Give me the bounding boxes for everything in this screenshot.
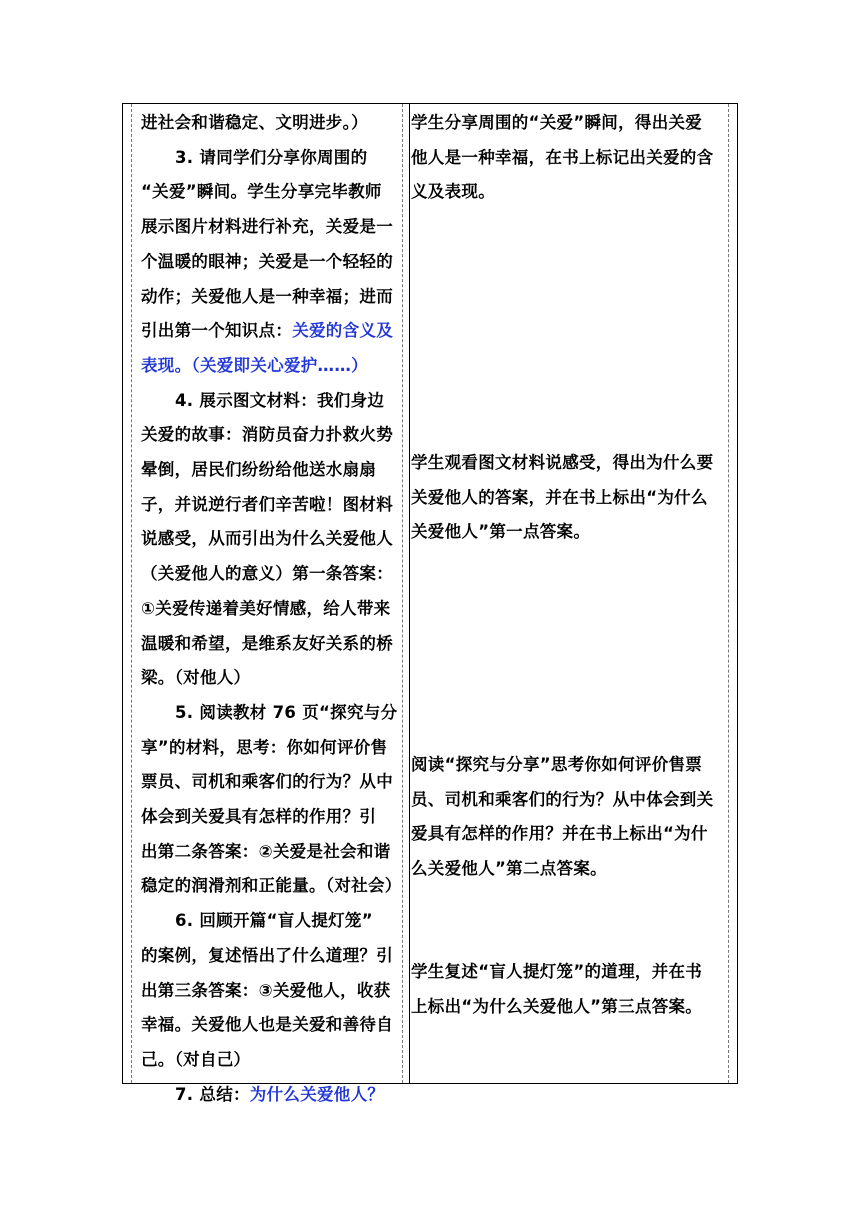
text-line: 学生观看图文材料说感受，得出为什么要 <box>411 453 714 472</box>
text-line: 爱具有怎样的作用？并在书上标出“为什 <box>411 824 708 844</box>
text-line: 动作；关爱他人是一种幸福；进而 <box>141 286 393 306</box>
text-line: 他人是一种幸福，在书上标记出关爱的含 <box>411 147 714 167</box>
text-line: 幸福。关爱他人也是关爱和善待自 <box>141 1015 393 1035</box>
text-line: 进社会和谐稳定、文明进步。） <box>141 113 368 132</box>
text-line: ①关爱传递着美好情感，给人带来 <box>141 598 391 618</box>
text-line: 阅读“探究与分享”思考你如何评价售票 <box>411 755 703 774</box>
table-dashed-border-right <box>728 104 729 1083</box>
student-activity-block-3 <box>411 748 725 887</box>
text-line: 己。（对自己） <box>141 1049 251 1069</box>
text-line: 的案例，复述悟出了什么道理？引 <box>141 945 393 965</box>
table-column-divider <box>409 104 410 1083</box>
text-line: 子，并说逆行者们辛苦啦！图材料 <box>141 494 393 514</box>
text-line: 员、司机和乘客们的行为？从中体会到关 <box>411 789 714 809</box>
text-line: 出第三条答案：③关爱他人，收获 <box>141 980 391 1000</box>
text-line: 么关爱他人”第二点答案。 <box>411 859 607 879</box>
summary-question-highlight: 为什么关爱他人？ <box>249 1084 385 1104</box>
text-line: 上标出“为什么关爱他人”第三点答案。 <box>411 996 703 1016</box>
step-4-heading: 4. 展示图文材料：我们身边 <box>175 390 385 410</box>
text-line: 享”的材料，思考：你如何评价售 <box>141 737 388 757</box>
text-line: 票员、司机和乘客们的行为？从中 <box>141 772 393 792</box>
text-line: 展示图片材料进行补充，关爱是一 <box>141 217 393 237</box>
text-line: 梁。（对他人） <box>141 668 251 688</box>
table-dashed-border-left <box>131 104 132 1083</box>
text-line: 关爱他人的答案，并在书上标出“为什么 <box>411 487 708 507</box>
student-activity-block-2 <box>411 446 725 550</box>
text-fragment: 7. 总结： <box>175 1084 250 1104</box>
text-line: 关爱他人”第一点答案。 <box>411 522 591 542</box>
text-line: 个温暖的眼神；关爱是一个轻轻的 <box>141 251 393 271</box>
text-fragment: 引出第一个知识点： <box>141 321 293 341</box>
text-line: 义及表现。 <box>411 182 495 202</box>
text-line: 学生分享周围的“关爱”瞬间，得出关爱 <box>411 113 703 132</box>
text-line <box>141 314 398 349</box>
text-line: 出第二条答案：②关爱是社会和谐 <box>141 841 391 861</box>
text-line: 稳定的润滑剂和正能量。（对社会） <box>141 876 402 896</box>
text-line: 晕倒，居民们纷纷给他送水扇扇 <box>141 460 377 480</box>
text-line: 说感受，从而引出为什么关爱他人 <box>141 529 393 549</box>
table-dashed-border-mid <box>402 104 403 1083</box>
teacher-activity-column <box>141 106 402 1112</box>
knowledge-point-highlight: 关爱的含义及 <box>292 321 394 341</box>
student-activity-block-1 <box>411 106 725 210</box>
step-6-heading: 6. 回顾开篇“盲人提灯笼” <box>175 911 373 931</box>
text-line: 学生复述“盲人提灯笼”的道理，并在书 <box>411 962 703 981</box>
step-7-heading <box>141 1078 398 1113</box>
knowledge-point-highlight: 表现。（关爱即关心爱护……） <box>141 355 368 375</box>
text-line: 体会到关爱具有怎样的作用？引 <box>141 807 377 827</box>
step-3-heading: 3. 请同学们分享你周围的 <box>175 147 368 167</box>
text-line: 关爱的故事：消防员奋力扑救火势 <box>141 425 393 445</box>
text-line: 温暖和希望，是维系友好关系的桥 <box>141 633 393 653</box>
step-5-heading: 5. 阅读教材 76 页“探究与分 <box>175 702 398 722</box>
student-activity-block-4 <box>411 955 725 1024</box>
text-line: “关爱”瞬间。学生分享完毕教师 <box>141 182 382 202</box>
text-line: （关爱他人的意义）第一条答案： <box>141 564 393 584</box>
